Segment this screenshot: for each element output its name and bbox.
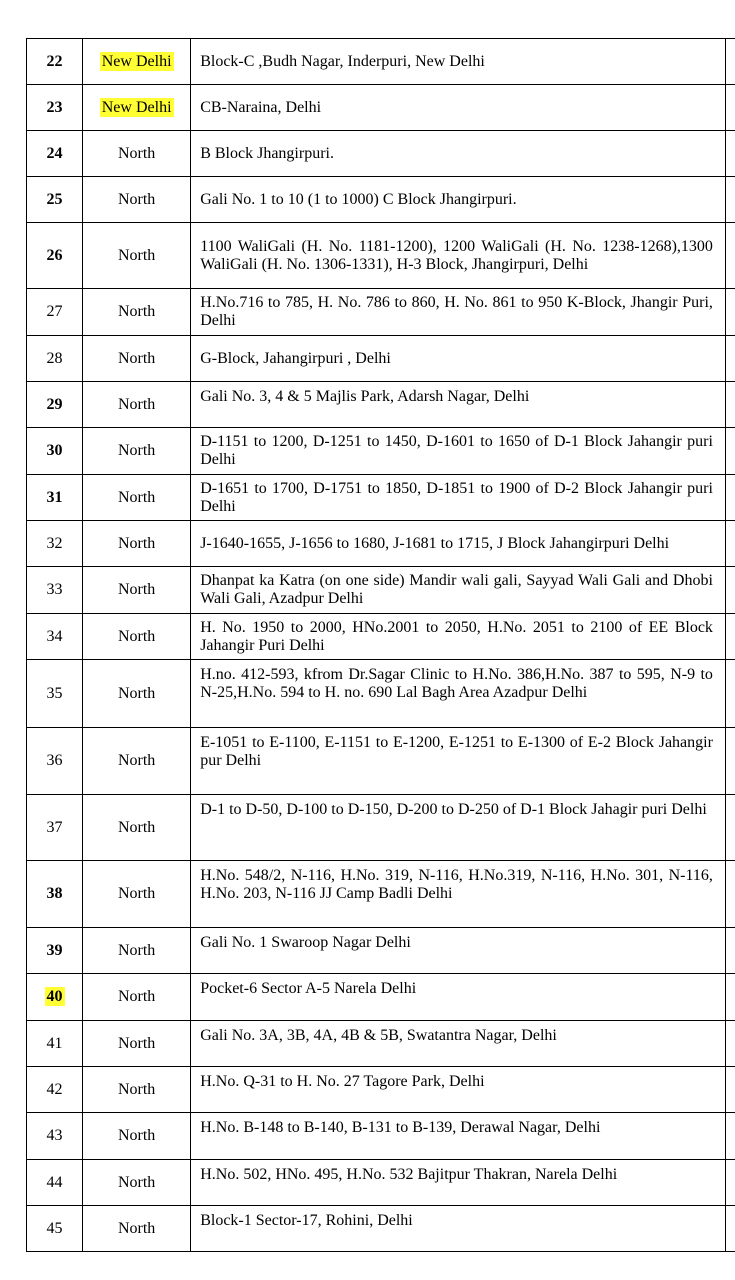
zone-label: North: [117, 581, 156, 598]
address-cell: 1100 WaliGali (H. No. 1181-1200), 1200 WaliGali (H. No. 1238-1268),1300 WaliGali (H. No. 1306-1331), H-3 Block, Jhangirpuri, Delhi: [191, 223, 726, 289]
table-row: [27, 336, 735, 382]
table-row: [27, 177, 735, 223]
table-row: [27, 1160, 735, 1206]
table-row: [27, 974, 735, 1021]
zone-label: North: [117, 534, 156, 552]
zone-label: North: [117, 1127, 156, 1144]
zone-cell: [83, 728, 191, 795]
row-number-cell: [27, 660, 83, 728]
address-cell: Gali No. 1 Swaroop Nagar Delhi: [191, 928, 726, 974]
row-number-cell: [27, 428, 83, 475]
zone-label: North: [117, 190, 156, 208]
row-number-cell: [27, 382, 83, 428]
table-row: [27, 131, 735, 177]
zone-cell: [83, 336, 191, 382]
truncated-column-cell: [725, 428, 735, 475]
truncated-column-cell: [725, 1160, 735, 1206]
zone-cell: [83, 428, 191, 475]
truncated-column-cell: [725, 1067, 735, 1113]
address-cell: Pocket-6 Sector A-5 Narela Delhi: [191, 974, 726, 1021]
truncated-column-cell: [725, 177, 735, 223]
row-number-cell: [27, 1021, 83, 1067]
table-row: [27, 1067, 735, 1113]
address-cell: H.No. 502, HNo. 495, H.No. 532 Bajitpur Thakran, Narela Delhi: [191, 1160, 726, 1206]
row-number: 23: [46, 98, 63, 116]
zone-label: North: [117, 818, 156, 836]
row-number-cell: [27, 1113, 83, 1160]
zone-label: North: [117, 246, 156, 264]
address-cell: H.No. B-148 to B-140, B-131 to B-139, Derawal Nagar, Delhi: [191, 1113, 726, 1160]
row-number: 39: [46, 941, 63, 959]
zone-cell: [83, 131, 191, 177]
row-number-cell: [27, 861, 83, 928]
row-number-cell: [27, 1067, 83, 1113]
zone-cell: [83, 660, 191, 728]
address-cell: H. No. 1950 to 2000, HNo.2001 to 2050, H.No. 2051 to 2100 of EE Block Jahangir Puri Delhi: [191, 614, 726, 660]
row-number: 24: [46, 144, 63, 162]
address-cell: Dhanpat ka Katra (on one side) Mandir wali gali, Sayyad Wali Gali and Dhobi Wali Gali, Azadpur Delhi: [191, 567, 726, 614]
truncated-column-cell: [725, 131, 735, 177]
zone-cell: [83, 521, 191, 567]
zone-cell: [83, 614, 191, 660]
zone-label: North: [117, 752, 156, 769]
row-number: 41: [46, 1034, 63, 1052]
truncated-column-cell: [725, 567, 735, 614]
truncated-column-cell: [725, 974, 735, 1021]
zone-label: North: [117, 488, 156, 506]
truncated-column-cell: [725, 614, 735, 660]
row-number: 28: [46, 349, 63, 367]
truncated-column-cell: [725, 795, 735, 861]
row-number: 22: [46, 52, 63, 70]
address-cell: H.No. 548/2, N-116, H.No. 319, N-116, H.No.319, N-116, H.No. 301, N-116, H.No. 203, N-116 JJ Camp Badli Delhi: [191, 861, 726, 928]
row-number-cell: [27, 85, 83, 131]
table-row: [27, 728, 735, 795]
truncated-column-cell: [725, 475, 735, 521]
zone-cell: [83, 1067, 191, 1113]
row-number-cell: [27, 1206, 83, 1252]
row-number-cell: [27, 728, 83, 795]
truncated-column-cell: [725, 660, 735, 728]
truncated-column-cell: [725, 85, 735, 131]
address-cell: CB-Naraina, Delhi: [191, 85, 726, 131]
zone-label: North: [117, 1034, 156, 1052]
row-number-cell: [27, 223, 83, 289]
row-number-cell: [27, 974, 83, 1021]
row-number: 40: [46, 988, 63, 1005]
address-cell: Gali No. 3A, 3B, 4A, 4B & 5B, Swatantra Nagar, Delhi: [191, 1021, 726, 1067]
row-number-cell: [27, 177, 83, 223]
zone-label: North: [117, 988, 156, 1005]
zone-cell: [83, 177, 191, 223]
row-number-cell: [27, 475, 83, 521]
zone-label: North: [117, 303, 156, 320]
truncated-column-cell: [725, 728, 735, 795]
address-cell: Gali No. 3, 4 & 5 Majlis Park, Adarsh Nagar, Delhi: [191, 382, 726, 428]
zone-cell: [83, 1206, 191, 1252]
row-number: 30: [46, 442, 63, 459]
row-number-cell: [27, 289, 83, 336]
table-row: [27, 614, 735, 660]
zone-label: North: [117, 1080, 156, 1098]
row-number-cell: [27, 39, 83, 85]
row-number: 42: [46, 1080, 63, 1098]
zone-label: North: [117, 442, 156, 459]
zone-label: North: [117, 144, 156, 162]
table-row: [27, 1021, 735, 1067]
zone-label: North: [117, 395, 156, 413]
zone-label: North: [117, 684, 156, 702]
row-number: 45: [46, 1219, 63, 1237]
table-row: [27, 1113, 735, 1160]
address-cell: Block-1 Sector-17, Rohini, Delhi: [191, 1206, 726, 1252]
table-row: [27, 521, 735, 567]
zone-cell: [83, 85, 191, 131]
row-number: 44: [46, 1173, 63, 1191]
truncated-column-cell: [725, 289, 735, 336]
table-body: [27, 39, 735, 1252]
row-number-cell: [27, 521, 83, 567]
truncated-column-cell: [725, 382, 735, 428]
address-cell: J-1640-1655, J-1656 to 1680, J-1681 to 1715, J Block Jahangirpuri Delhi: [191, 521, 726, 567]
row-number: 26: [46, 246, 63, 264]
zone-cell: [83, 928, 191, 974]
row-number: 33: [46, 581, 63, 598]
zone-label: North: [117, 941, 156, 959]
address-table: [26, 38, 735, 1252]
zone-cell: [83, 1113, 191, 1160]
row-number-cell: [27, 928, 83, 974]
row-number: 29: [46, 395, 63, 413]
address-cell: G-Block, Jahangirpuri , Delhi: [191, 336, 726, 382]
table-row: [27, 289, 735, 336]
table-row: [27, 475, 735, 521]
zone-cell: [83, 289, 191, 336]
truncated-column-cell: [725, 521, 735, 567]
zone-cell: [83, 1160, 191, 1206]
address-cell: D-1151 to 1200, D-1251 to 1450, D-1601 to 1650 of D-1 Block Jahangir puri Delhi: [191, 428, 726, 475]
row-number: 32: [46, 534, 63, 552]
table-row: [27, 1206, 735, 1252]
truncated-column-cell: [725, 1021, 735, 1067]
table-row: [27, 861, 735, 928]
address-cell: H.no. 412-593, kfrom Dr.Sagar Clinic to H.No. 386,H.No. 387 to 595, N-9 to N-25,H.No. 594 to H. no. 690 Lal Bagh Area Azadpur Delhi: [191, 660, 726, 728]
table-row: [27, 39, 735, 85]
address-cell: D-1 to D-50, D-100 to D-150, D-200 to D-250 of D-1 Block Jahagir puri Delhi: [191, 795, 726, 861]
row-number-cell: [27, 1160, 83, 1206]
row-number: 34: [46, 627, 63, 645]
address-cell: H.No. Q-31 to H. No. 27 Tagore Park, Delhi: [191, 1067, 726, 1113]
zone-label: North: [117, 1173, 156, 1191]
truncated-column-cell: [725, 928, 735, 974]
table-row: [27, 223, 735, 289]
zone-cell: [83, 39, 191, 85]
zone-label: New Delhi: [101, 52, 172, 70]
truncated-column-cell: [725, 1113, 735, 1160]
address-cell: D-1651 to 1700, D-1751 to 1850, D-1851 to 1900 of D-2 Block Jahangir puri Delhi: [191, 475, 726, 521]
row-number: 35: [46, 684, 63, 702]
zone-cell: [83, 382, 191, 428]
zone-cell: [83, 795, 191, 861]
zone-cell: [83, 1021, 191, 1067]
row-number: 37: [46, 818, 63, 836]
truncated-column-cell: [725, 1206, 735, 1252]
zone-label: North: [117, 349, 156, 367]
truncated-column-cell: [725, 861, 735, 928]
row-number-cell: [27, 336, 83, 382]
row-number: 36: [46, 752, 63, 769]
zone-cell: [83, 861, 191, 928]
truncated-column-cell: [725, 39, 735, 85]
truncated-column-cell: [725, 223, 735, 289]
zone-cell: [83, 475, 191, 521]
address-cell: E-1051 to E-1100, E-1151 to E-1200, E-1251 to E-1300 of E-2 Block Jahangir pur Delhi: [191, 728, 726, 795]
truncated-column-cell: [725, 336, 735, 382]
row-number-cell: [27, 567, 83, 614]
row-number: 25: [46, 190, 63, 208]
table-row: [27, 85, 735, 131]
table-row: [27, 382, 735, 428]
row-number: 27: [46, 303, 63, 320]
row-number-cell: [27, 614, 83, 660]
table-row: [27, 428, 735, 475]
address-cell: Gali No. 1 to 10 (1 to 1000) C Block Jhangirpuri.: [191, 177, 726, 223]
table-row: [27, 567, 735, 614]
address-cell: B Block Jhangirpuri.: [191, 131, 726, 177]
address-cell: Block-C ,Budh Nagar, Inderpuri, New Delhi: [191, 39, 726, 85]
zone-label: North: [117, 885, 156, 902]
row-number-cell: [27, 795, 83, 861]
address-cell: H.No.716 to 785, H. No. 786 to 860, H. No. 861 to 950 K-Block, Jhangir Puri, Delhi: [191, 289, 726, 336]
table-row: [27, 928, 735, 974]
zone-cell: [83, 974, 191, 1021]
zone-cell: [83, 567, 191, 614]
zone-label: North: [117, 627, 156, 645]
table-row: [27, 660, 735, 728]
row-number: 31: [46, 488, 63, 506]
zone-label: New Delhi: [101, 98, 172, 116]
zone-cell: [83, 223, 191, 289]
row-number: 43: [46, 1127, 63, 1144]
table-row: [27, 795, 735, 861]
zone-label: North: [117, 1219, 156, 1237]
row-number-cell: [27, 131, 83, 177]
row-number: 38: [46, 885, 63, 902]
